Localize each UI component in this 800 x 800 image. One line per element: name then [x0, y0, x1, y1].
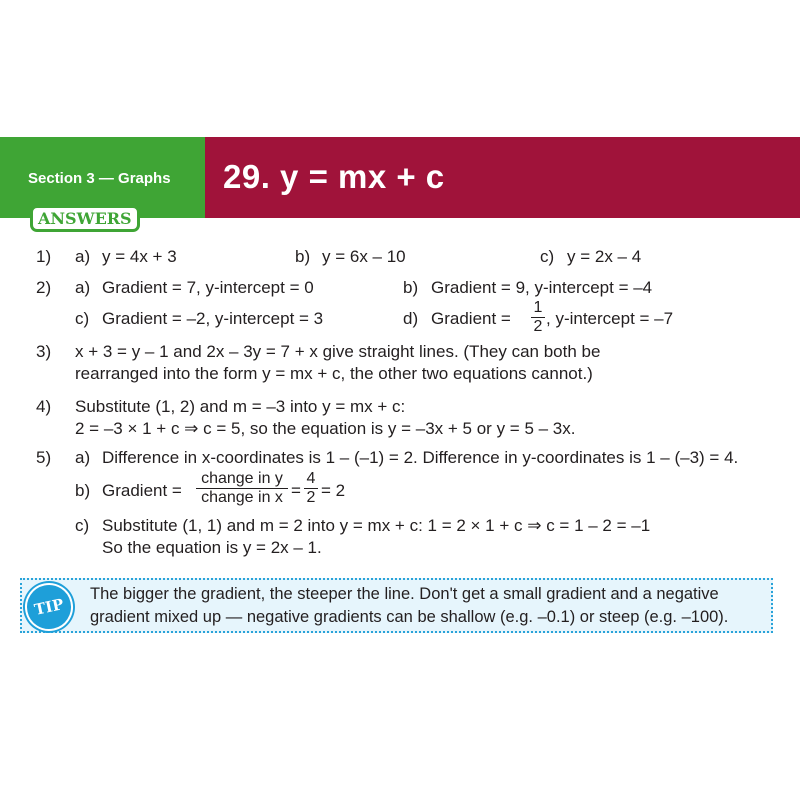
fraction-denominator: change in x [201, 489, 283, 506]
q2b-answer: Gradient = 9, y-intercept = –4 [431, 278, 653, 297]
page-title: 29. y = mx + c [223, 158, 445, 195]
q2d-fraction [531, 299, 545, 336]
q2c-label: c) [75, 309, 90, 328]
q2b-label: b) [403, 278, 419, 297]
q5a-label: a) [75, 448, 91, 467]
q2c-answer: Gradient = –2, y-intercept = 3 [102, 309, 324, 328]
q5b-equals: = [291, 481, 301, 500]
fraction-numerator: 4 [304, 470, 318, 489]
q2a-label: a) [75, 278, 91, 297]
q2a-answer: Gradient = 7, y-intercept = 0 [102, 278, 314, 297]
q5b-label: b) [75, 481, 91, 500]
fraction-numerator: 1 [531, 299, 545, 318]
fraction-denominator: 2 [533, 318, 543, 335]
q5c-line1: Substitute (1, 1) and m = 2 into y = mx + c: 1 = 2 × 1 + c ⇒ c = 1 – 2 = –1 [102, 516, 651, 535]
q1a-answer: y = 4x + 3 [102, 247, 177, 266]
q1c-label: c) [540, 247, 555, 266]
q5b-fraction-2 [304, 470, 318, 507]
q5b-result: = 2 [321, 481, 346, 500]
fraction-denominator: 2 [306, 489, 316, 506]
q5-number: 5) [36, 448, 52, 467]
q2d-suffix: , y-intercept = –7 [546, 309, 674, 328]
q4-line1: Substitute (1, 2) and m = –3 into y = mx + c: [75, 397, 406, 416]
q3-line1: x + 3 = y – 1 and 2x – 3y = 7 + x give straight lines. (They can both be [75, 342, 601, 361]
q2d-prefix: Gradient = [431, 309, 511, 328]
q2-number: 2) [36, 278, 52, 297]
q2d-label: d) [403, 309, 419, 328]
q1a-label: a) [75, 247, 91, 266]
tip-badge: TIP [21, 579, 78, 636]
tip-line2: gradient mixed up — negative gradients can be shallow (e.g. –0.1) or steep (e.g. –100). [90, 608, 729, 626]
q1c-answer: y = 2x – 4 [567, 247, 642, 266]
q5c-line2: So the equation is y = 2x – 1. [102, 538, 322, 557]
q5b-prefix: Gradient = [102, 481, 182, 500]
section-label: Section 3 — Graphs [28, 170, 171, 187]
q4-number: 4) [36, 397, 52, 416]
tip-line1: The bigger the gradient, the steeper the line. Don't get a small gradient and a negative [90, 585, 719, 603]
q3-line2: rearranged into the form y = mx + c, the other two equations cannot.) [75, 364, 593, 383]
q1b-answer: y = 6x – 10 [322, 247, 406, 266]
answers-badge: ANSWERS [30, 205, 140, 232]
q5c-label: c) [75, 516, 90, 535]
q1-number: 1) [36, 247, 52, 266]
q4-line2: 2 = –3 × 1 + c ⇒ c = 5, so the equation is y = –3x + 5 or y = 5 – 3x. [75, 419, 576, 438]
fraction-numerator: change in y [196, 470, 288, 489]
q3-number: 3) [36, 342, 52, 361]
q5a-answer: Difference in x-coordinates is 1 – (–1) = 2. Difference in y-coordinates is 1 – (–3) = 4. [102, 448, 739, 467]
q1b-label: b) [295, 247, 311, 266]
q5b-fraction [196, 470, 288, 507]
